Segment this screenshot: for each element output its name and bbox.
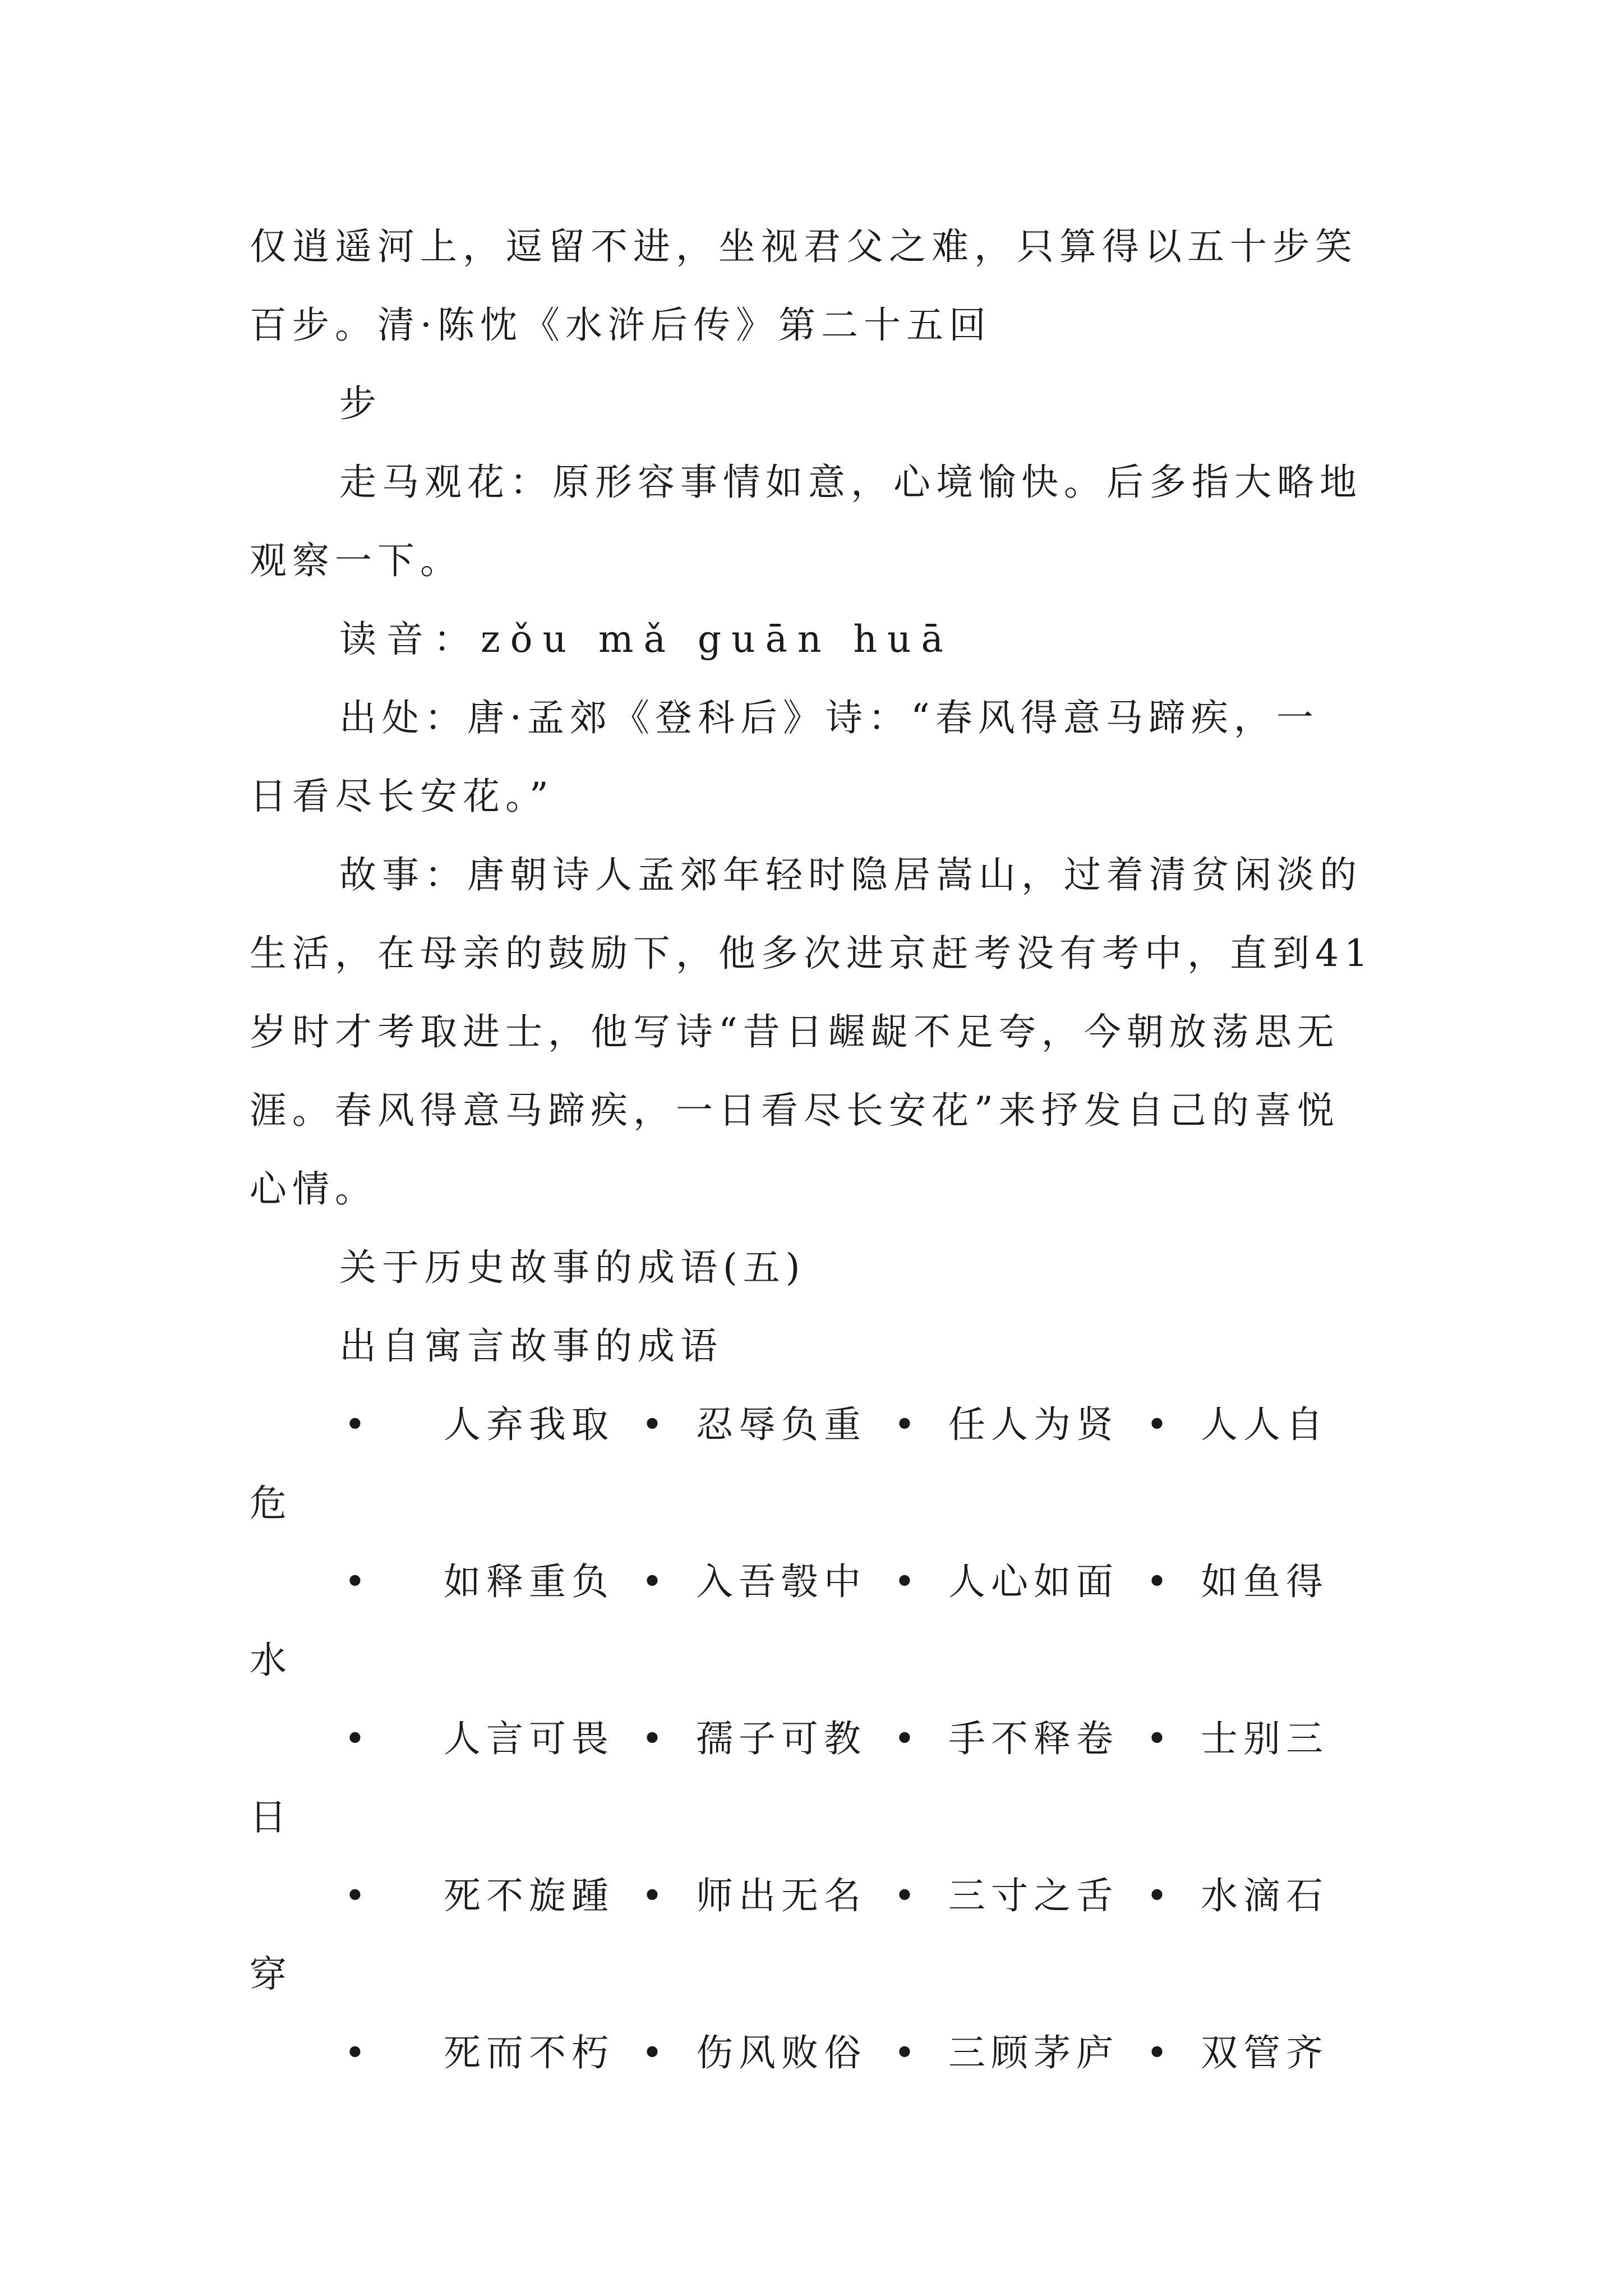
idiom-term: 水滴石	[1201, 1874, 1329, 1917]
idiom-term: 任人为贤	[948, 1403, 1119, 1446]
idiom-story-line-3: 岁时才考取进士，他写诗“昔日龌龊不足夸，今朝放荡思无	[250, 1010, 1340, 1053]
bullet-icon: •	[344, 1717, 372, 1760]
idiom-row	[250, 1386, 1382, 1464]
idiom-row	[250, 1700, 1382, 1778]
idiom-row	[250, 1543, 1382, 1621]
bullet-icon: •	[344, 1403, 372, 1446]
bullet-icon: •	[1146, 1874, 1174, 1917]
intro-line-1: 仅逍遥河上，逗留不进，坐视君父之难，只算得以五十步笑	[250, 225, 1358, 268]
bullet-icon: •	[1146, 2031, 1174, 2074]
idiom-story-line-1: 故事：唐朝诗人孟郊年轻时隐居嵩山，过着清贫闲淡的	[339, 853, 1362, 896]
idiom-term: 伤风败俗	[696, 2031, 866, 2074]
idiom-wrap-char: 水	[250, 1639, 292, 1682]
bullet-icon: •	[344, 1874, 372, 1917]
idiom-source-line-1: 出处：唐·孟郊《登科后》诗：“春风得意马蹄疾，一	[339, 696, 1319, 739]
bullet-icon: •	[1146, 1403, 1174, 1446]
idiom-term: 三顾茅庐	[948, 2031, 1119, 2074]
idiom-term: 如鱼得	[1201, 1560, 1329, 1603]
idiom-story-line-4: 涯。春风得意马蹄疾，一日看尽长安花”来抒发自己的喜悦	[250, 1089, 1340, 1132]
idiom-term: 士别三	[1201, 1717, 1329, 1760]
idiom-pinyin: 读音：zǒu mǎ guān huā	[339, 618, 953, 661]
bullet-icon: •	[641, 1403, 669, 1446]
idiom-term: 孺子可教	[696, 1717, 866, 1760]
bullet-icon: •	[893, 1403, 921, 1446]
bullet-icon: •	[344, 2031, 372, 2074]
idiom-source-line-2: 日看尽长安花。”	[250, 775, 554, 818]
idiom-story-line-2: 生活，在母亲的鼓励下，他多次进京赶考没有考中，直到41	[250, 932, 1373, 975]
idiom-term: 死而不朽	[444, 2031, 614, 2074]
bullet-icon: •	[893, 2031, 921, 2074]
idiom-term: 如释重负	[444, 1560, 614, 1603]
section-char: 步	[339, 382, 382, 425]
bullet-icon: •	[893, 1560, 921, 1603]
idiom-term: 双管齐	[1201, 2031, 1329, 2074]
bullet-icon: •	[1146, 1560, 1174, 1603]
bullet-icon: •	[344, 1560, 372, 1603]
idiom-term: 人人自	[1201, 1403, 1329, 1446]
idiom-term: 人心如面	[948, 1560, 1119, 1603]
idiom-term: 三寸之舌	[948, 1874, 1119, 1917]
bullet-icon: •	[641, 2031, 669, 2074]
idiom-row	[250, 2014, 1382, 2092]
idiom-row	[250, 1857, 1382, 1935]
bullet-icon: •	[893, 1717, 921, 1760]
idiom-term: 师出无名	[696, 1874, 866, 1917]
bullet-icon: •	[641, 1717, 669, 1760]
idiom-term: 入吾彀中	[696, 1560, 866, 1603]
idiom-term: 手不释卷	[948, 1717, 1119, 1760]
idiom-wrap-char: 穿	[250, 1953, 292, 1996]
bullet-icon: •	[1146, 1717, 1174, 1760]
idiom-list	[250, 1386, 1382, 2092]
idiom-term: 忍辱负重	[696, 1403, 866, 1446]
bullet-icon: •	[893, 1874, 921, 1917]
heading-history-idioms: 关于历史故事的成语(五)	[339, 1246, 806, 1289]
bullet-icon: •	[641, 1874, 669, 1917]
idiom-term: 人弃我取	[444, 1403, 614, 1446]
idiom-definition-line-1: 走马观花：原形容事情如意，心境愉快。后多指大略地	[339, 461, 1362, 504]
idiom-term: 人言可畏	[444, 1717, 614, 1760]
bullet-icon: •	[641, 1560, 669, 1603]
idiom-term: 死不旋踵	[444, 1874, 614, 1917]
idiom-wrap-char: 危	[250, 1481, 292, 1525]
idiom-story-line-5: 心情。	[250, 1167, 377, 1211]
idiom-wrap-char: 日	[250, 1796, 292, 1839]
heading-fable-idioms: 出自寓言故事的成语	[339, 1324, 723, 1368]
intro-line-2: 百步。清·陈忱《水浒后传》第二十五回	[250, 303, 992, 347]
document-page	[250, 208, 1382, 2092]
idiom-definition-line-2: 观察一下。	[250, 539, 463, 582]
